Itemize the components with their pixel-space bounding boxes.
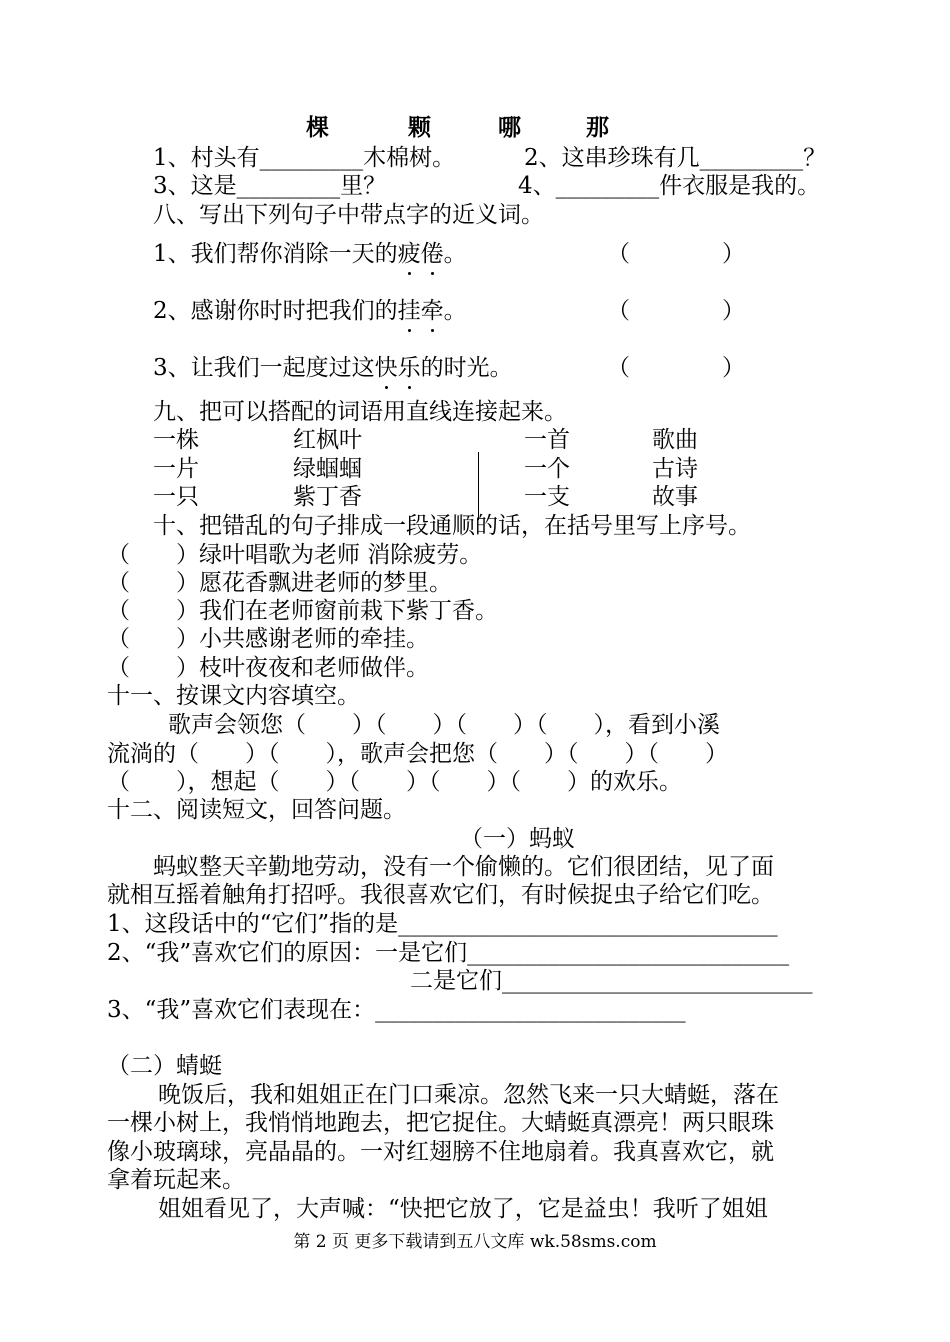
noun-left: 紫丁香 — [293, 484, 362, 510]
answer-paren-2: （ ） — [607, 298, 745, 324]
answer-paren-3: （ ） — [607, 355, 745, 381]
synonym-item-3 — [153, 354, 513, 382]
dotted-char: 倦 — [420, 241, 444, 267]
synonym-item-text: 3、让我们一起度过这 — [153, 355, 375, 381]
fill-question-1: 1、村头有_________木棉树。 — [153, 145, 456, 171]
noun-right: 古诗 — [652, 456, 698, 482]
noun-right: 歌曲 — [652, 427, 698, 453]
fill-text-line-3: （ ），想起（ ）（ ）（ ）（ ）的欢乐。 — [107, 769, 682, 795]
measure-word-left: 一只 — [153, 484, 199, 510]
dotted-char: 挂 — [397, 298, 421, 324]
measure-word-right: 一支 — [524, 484, 570, 510]
order-item: （ ）我们在老师窗前栽下紫丁香。 — [107, 598, 498, 624]
passage-2-text: 晚饭后，我和姐姐正在门口乘凉。忽然飞来一只大蜻蜓，落在 — [158, 1082, 779, 1108]
reading-question-2-part-b: 二是它们___________________________ — [410, 968, 813, 994]
word-choice-3: 哪 — [498, 114, 521, 141]
synonym-item-2 — [153, 297, 467, 325]
page-footer: 第 2 页 更多下载请到五八文库 wk.58sms.com — [293, 1232, 657, 1252]
noun-right: 故事 — [652, 484, 698, 510]
order-item: （ ）小共感谢老师的牵挂。 — [107, 626, 429, 652]
synonym-item-text: 1、我们帮你消除一天的 — [153, 241, 398, 267]
dotted-char: 牵 — [420, 298, 444, 324]
order-item: （ ）枝叶夜夜和老师做伴。 — [107, 655, 429, 681]
order-item: （ ）绿叶唱歌为老师 消除疲劳。 — [107, 542, 483, 568]
synonym-item-1 — [153, 240, 467, 268]
passage-2-text: 拿着玩起来。 — [107, 1167, 245, 1193]
section-11-title: 十一、按课文内容填空。 — [107, 683, 360, 709]
passage-1-text: 就相互摇着触角打招呼。我很喜欢它们，有时候捉虫子给它们吃。 — [107, 882, 774, 908]
measure-word-left: 一片 — [153, 456, 199, 482]
passage-2-text: 像小玻璃球，亮晶晶的。一对红翅膀不住地扇着。我真喜欢它，就 — [107, 1139, 774, 1165]
passage-1-title: （一）蚂蚁 — [460, 826, 575, 852]
word-choice-2: 颗 — [408, 114, 431, 141]
measure-word-right: 一首 — [524, 427, 570, 453]
reading-question-2: 2、“我”喜欢它们的原因：一是它们____________________________ — [107, 940, 790, 966]
section-10-title: 十、把错乱的句子排成一段通顺的话，在括号里写上序号。 — [153, 513, 751, 539]
word-choice-1: 棵 — [306, 114, 329, 141]
synonym-item-text: 的时光。 — [420, 355, 513, 381]
section-9-title: 九、把可以搭配的词语用直线连接起来。 — [153, 399, 567, 425]
fill-text-line-1: 歌声会领您（ ）（ ）（ ）（ ），看到小溪 — [168, 712, 720, 738]
section-8-title: 八、写出下列句子中带点字的近义词。 — [153, 202, 544, 228]
synonym-item-text: 2、感谢你时时把我们的 — [153, 298, 398, 324]
synonym-item-text: 。 — [443, 241, 467, 267]
dotted-char: 疲 — [397, 241, 421, 267]
fill-question-3: 3、这是_________里？ — [153, 173, 387, 199]
reading-question-3: 3、“我”喜欢它们表现在：___________________________ — [107, 997, 686, 1023]
section-12-title: 十二、阅读短文，回答问题。 — [107, 797, 406, 823]
answer-paren-1: （ ） — [607, 241, 745, 267]
passage-2-text: 一棵小树上，我悄悄地跑去，把它捉住。大蜻蜓真漂亮！两只眼珠 — [107, 1110, 774, 1136]
fill-question-4: 4、_________件衣服是我的。 — [518, 173, 821, 199]
noun-left: 绿蝈蝈 — [293, 456, 362, 482]
fill-text-line-2: 流淌的（ ）（ ），歌声会把您（ ）（ ）（ ） — [107, 741, 728, 767]
measure-word-right: 一个 — [524, 456, 570, 482]
passage-2-text: 姐姐看见了，大声喊：“快把它放了，它是益虫！我听了姐姐 — [158, 1196, 768, 1222]
word-choice-4: 那 — [586, 114, 609, 141]
noun-left: 红枫叶 — [293, 427, 362, 453]
reading-question-1: 1、这段话中的“它们”指的是_________________________________ — [107, 911, 778, 937]
column-divider — [478, 452, 479, 520]
synonym-item-text: 。 — [443, 298, 467, 324]
order-item: （ ）愿花香飘进老师的梦里。 — [107, 570, 452, 596]
dotted-char: 快 — [374, 355, 398, 381]
passage-1-text: 蚂蚁整天辛勤地劳动，没有一个偷懒的。它们很团结，见了面 — [153, 854, 774, 880]
dotted-char: 乐 — [397, 355, 421, 381]
fill-question-2: 2、这串珍珠有几_________？ — [524, 145, 827, 171]
measure-word-left: 一株 — [153, 427, 199, 453]
passage-2-title: （二）蜻蜓 — [107, 1053, 222, 1079]
